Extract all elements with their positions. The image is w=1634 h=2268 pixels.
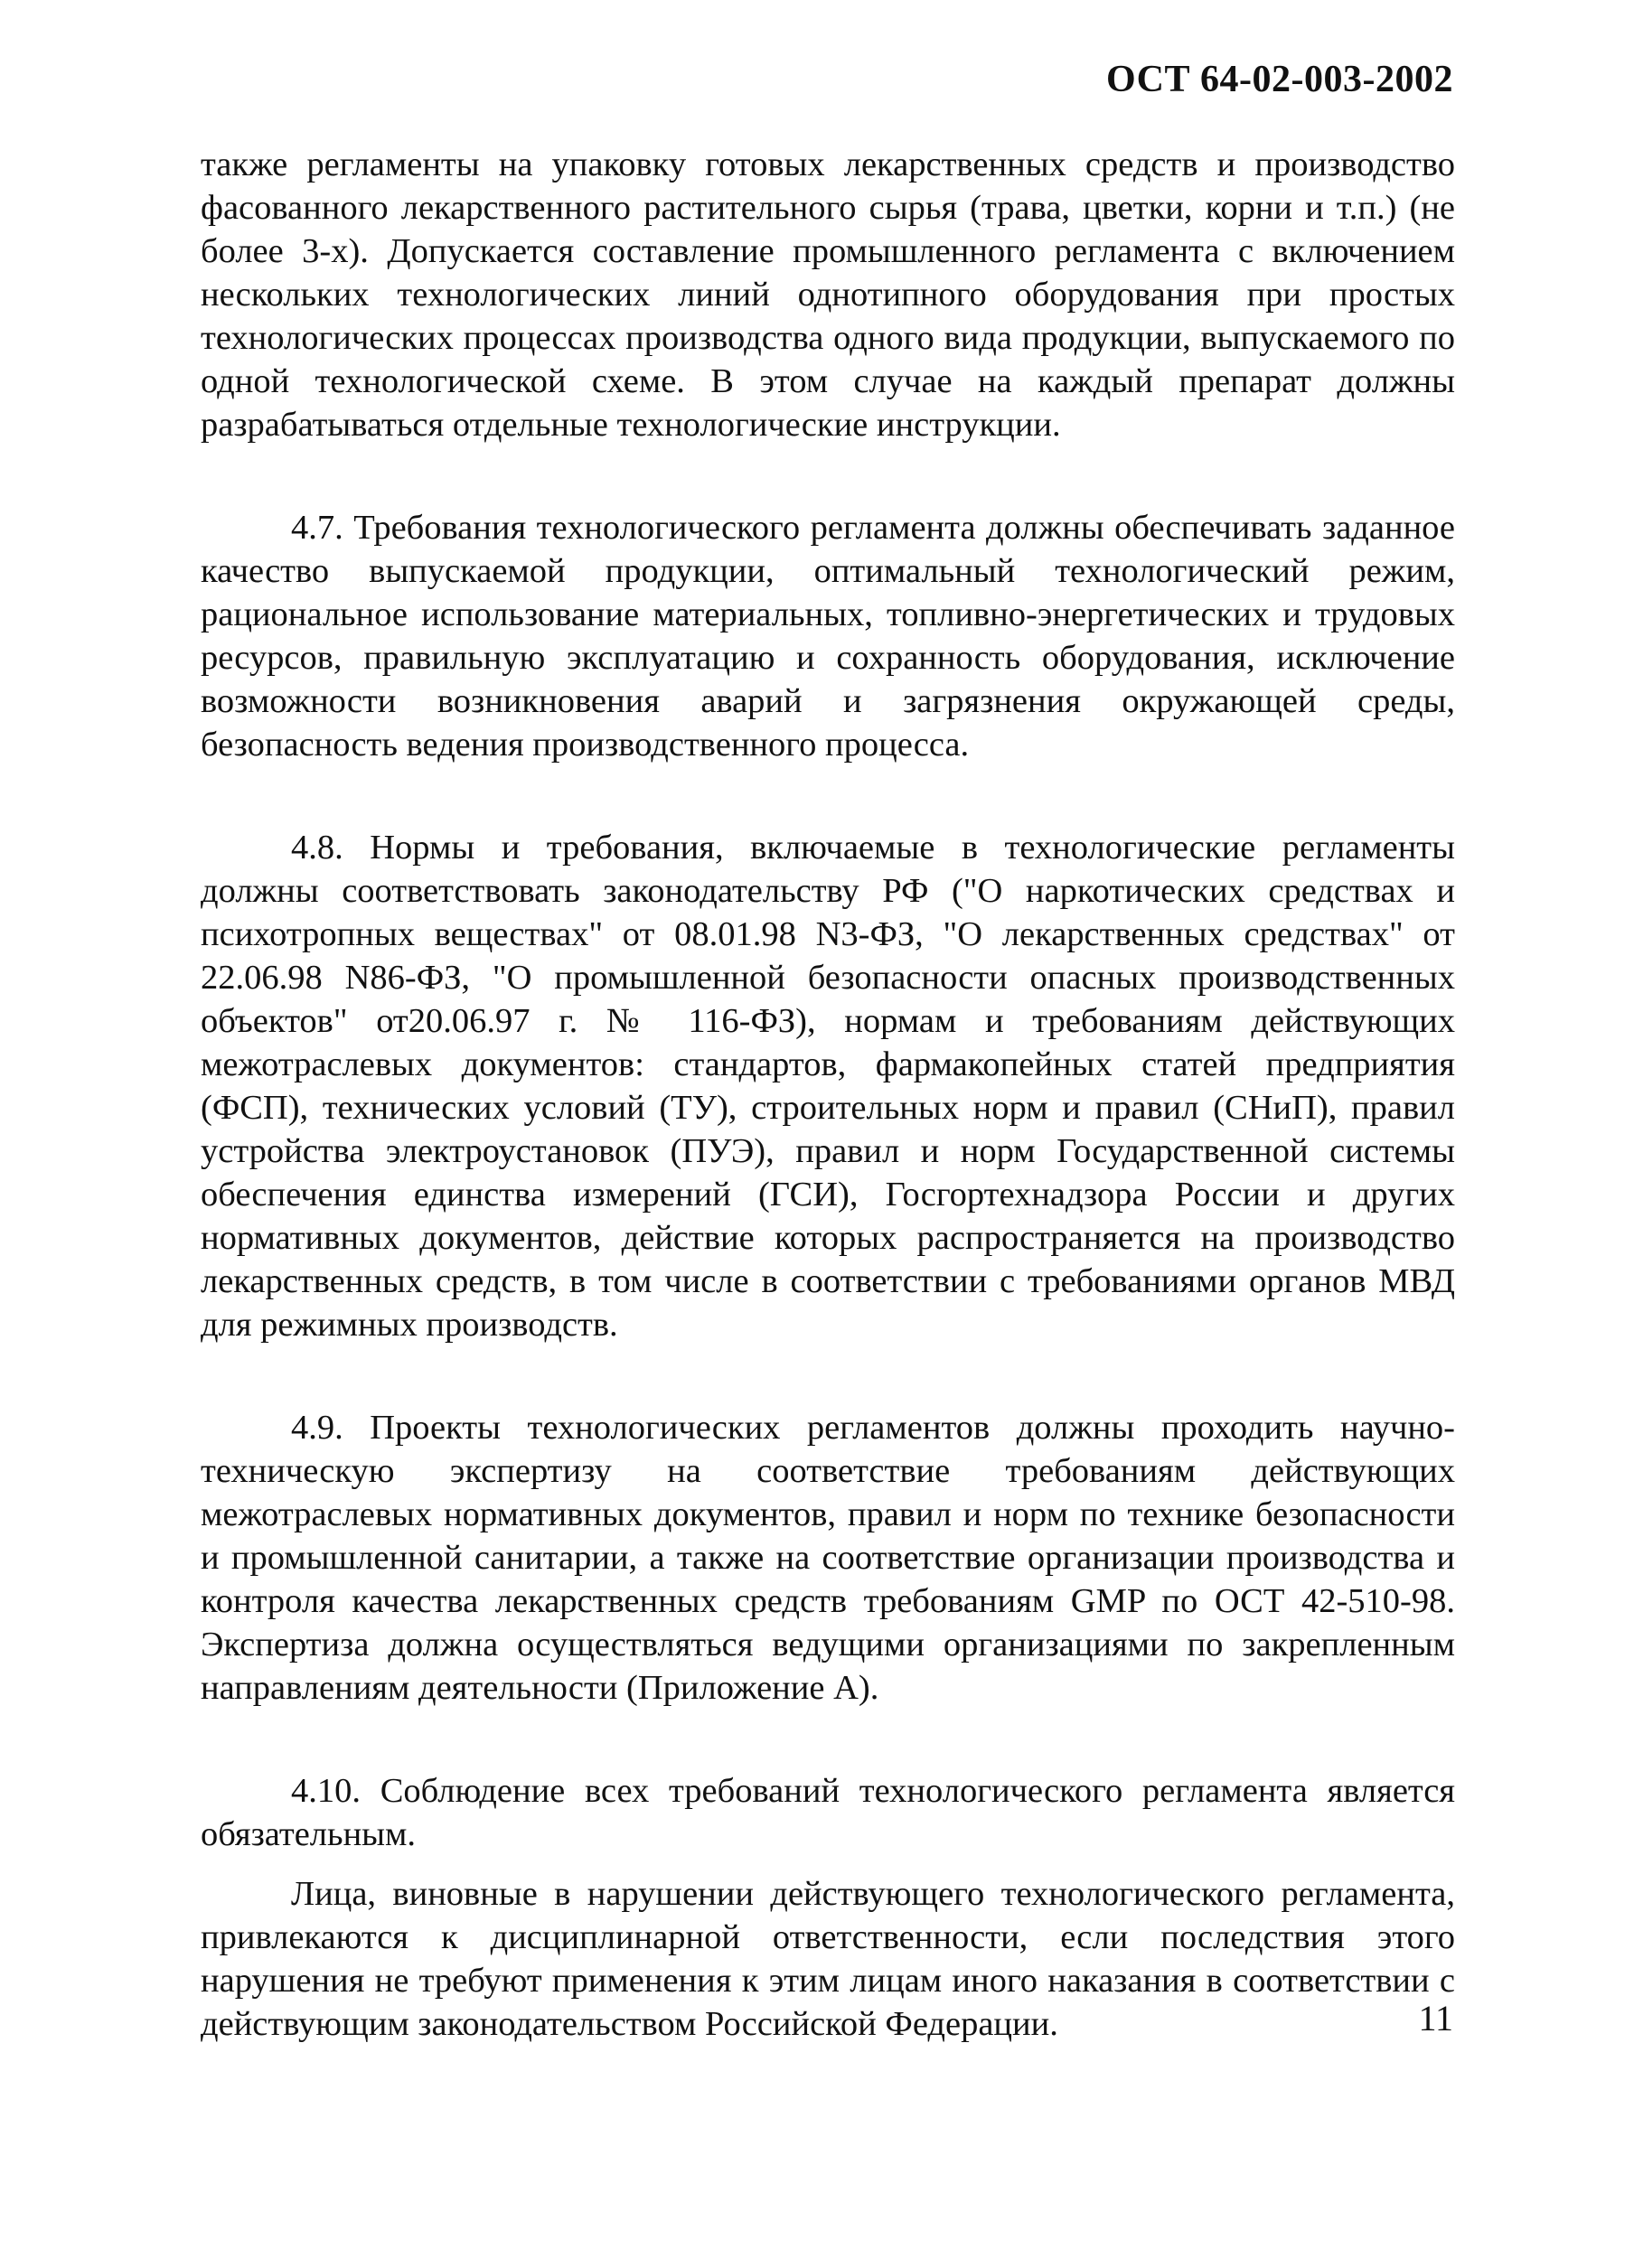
document-code: ОСТ 64-02-003-2002 xyxy=(1106,59,1453,100)
document-body xyxy=(201,143,1455,2046)
paragraph-4-8: 4.8. Нормы и требования, включаемые в технологические регламенты должны соответствовать законодательству РФ ("О наркотических средствах и психотропных веществах" от 08.01.98 N3-ФЗ, "О лекарственных средствах" от 22.06.98 N86-ФЗ, "О промышленной безопасности опасных производственных объектов" от20.06.97 г. № 116-ФЗ), нормам и требованиям действующих межотраслевых документов: стандартов, фармакопейных статей предприятия (ФСП), технических условий (ТУ), строительных норм и правил (СНиП), правил устройства электроустановок (ПУЭ), правил и норм Государственной системы обеспечения единства измерений (ГСИ), Госгортехнадзора России и других нормативных документов, действие которых распространяется на производство лекарственных средств, в том числе в соответствии с требованиями органов МВД для режимных производств. xyxy=(201,829,1455,1344)
paragraph-4-6-continuation: также регламенты на упаковку готовых лекарственных средств и производство фасованного лекарственного растительного сырья (трава, цветки, корни и т.п.) (не более 3-х). Допускается составление промышленного регламента с включением нескольких технологических линий однотипного оборудования при простых технологических процессах производства одного вида продукции, выпускаемого по одной технологической схеме. В этом случае на каждый препарат должны разрабатываться отдельные технологические инструкции. xyxy=(201,145,1455,444)
paragraph-liability: Лица, виновные в нарушении действующего технологического регламента, привлекаются к дисциплинарной ответственности, если последствия этого нарушения не требуют применения к этим лицам иного наказания в соответствии с действующим законодательством Российской Федерации. xyxy=(201,1875,1455,2043)
paragraph-4-7: 4.7. Требования технологического регламента должны обеспечивать заданное качество выпускаемой продукции, оптимальный технологический режим, рациональное использование материальных, топливно-энергетических и трудовых ресурсов, правильную эксплуатацию и сохранность оборудования, исключение возможности возникновения аварий и загрязнения окружающей среды, безопасность ведения производственного процесса. xyxy=(201,509,1455,764)
page-number: 11 xyxy=(1418,1998,1453,2038)
paragraph-4-9: 4.9. Проекты технологических регламентов должны проходить научно-техническую экспертизу на соответствие требованиям действующих межотраслевых нормативных документов, правил и норм по технике безопасности и промышленной санитарии, а также на соответствие организации производства и контроля качества лекарственных средств требованиям GMP по ОСТ 42-510-98. Экспертиза должна осуществляться ведущими организациями по закрепленным направлениям деятельности (Приложение А). xyxy=(201,1409,1455,1707)
paragraph-4-10: 4.10. Соблюдение всех требований технологического регламента является обязательным. xyxy=(201,1772,1455,1853)
